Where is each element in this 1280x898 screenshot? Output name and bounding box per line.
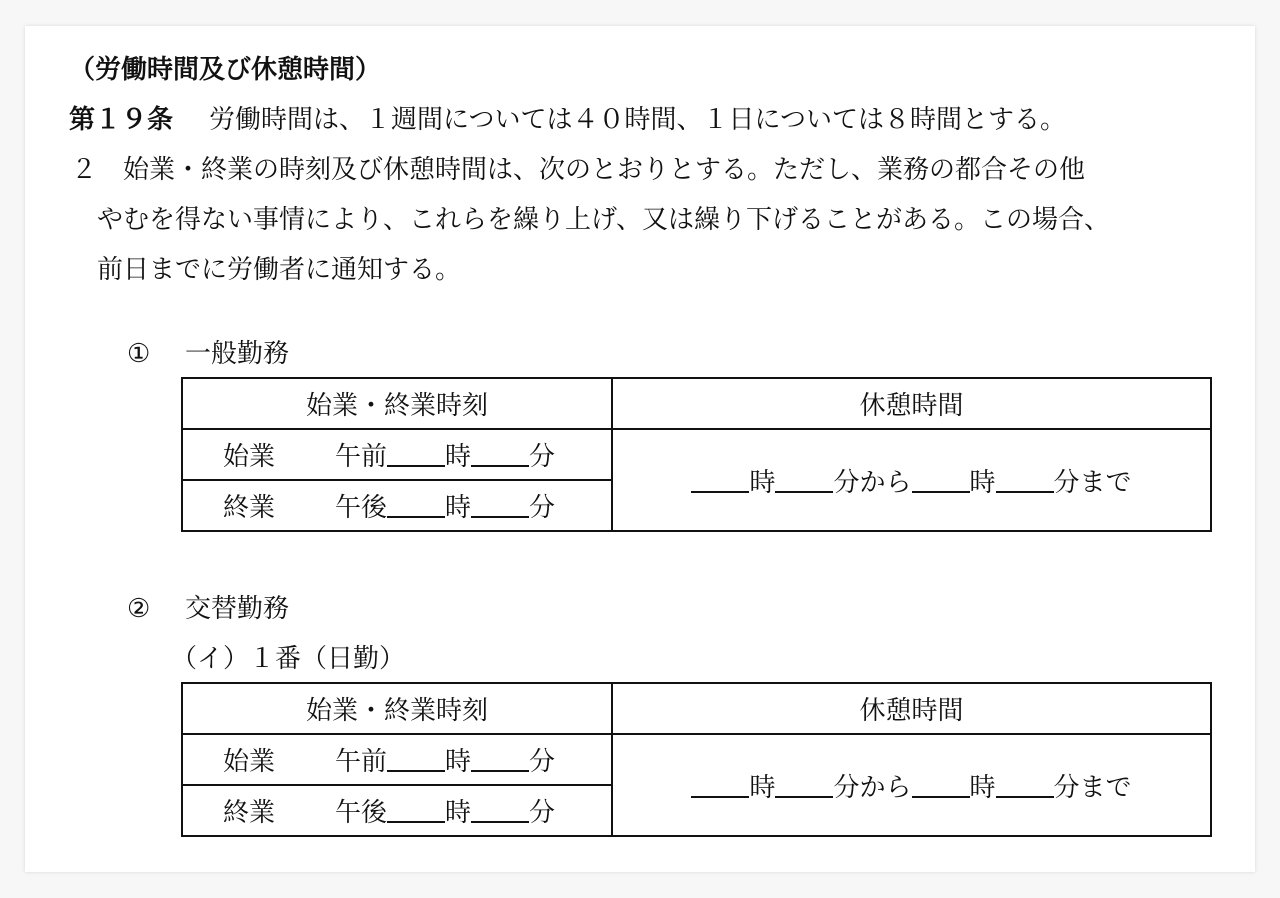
break-time-cell <box>612 429 1211 531</box>
break-to-minute-blank[interactable] <box>996 772 1054 798</box>
section-2-subheading: （イ）１番（日勤） <box>171 644 406 674</box>
until-label: 分まで <box>1053 467 1132 498</box>
minute-label: 分 <box>529 798 556 828</box>
minute-blank[interactable] <box>471 441 529 467</box>
am-label: 午前 <box>335 442 388 472</box>
am-label: 午前 <box>335 747 388 777</box>
paragraph-2-line-1 <box>71 153 1085 187</box>
start-label: 始業 <box>223 747 276 777</box>
from-label: 分から <box>833 772 912 803</box>
section-2-number: ② <box>127 594 151 624</box>
header-break: 休憩時間 <box>612 378 1211 429</box>
header-hours: 始業・終業時刻 <box>182 683 612 734</box>
minute-blank[interactable] <box>471 492 529 518</box>
article-heading: （労働時間及び休憩時間） <box>69 55 382 85</box>
start-time-cell <box>182 429 612 480</box>
section-2-title: 交替勤務 <box>185 594 290 624</box>
start-time-cell <box>182 734 612 785</box>
pm-label: 午後 <box>335 798 388 828</box>
section-1-title: 一般勤務 <box>185 339 290 369</box>
hour-blank[interactable] <box>387 746 445 772</box>
pm-label: 午後 <box>335 493 388 523</box>
document-page <box>25 26 1255 872</box>
break-from-minute-blank[interactable] <box>775 772 833 798</box>
break-to-hour-blank[interactable] <box>912 467 970 493</box>
hour-label: 時 <box>749 772 776 803</box>
start-label: 始業 <box>223 442 276 472</box>
break-time-cell <box>612 734 1211 836</box>
article-number: 第１９条 <box>69 105 174 135</box>
hour-label: 時 <box>749 467 776 498</box>
end-time-cell <box>182 480 612 531</box>
hour-label: 時 <box>969 772 996 803</box>
break-to-hour-blank[interactable] <box>912 772 970 798</box>
break-to-minute-blank[interactable] <box>996 467 1054 493</box>
header-hours: 始業・終業時刻 <box>182 378 612 429</box>
paragraph-2-line-2: やむを得ない事情により、これらを繰り上げ、又は繰り下げることがある。この場合、 <box>97 205 1110 235</box>
hour-label: 時 <box>445 798 472 828</box>
hour-blank[interactable] <box>387 441 445 467</box>
section-2-heading <box>127 592 289 626</box>
from-label: 分から <box>833 467 912 498</box>
break-from-hour-blank[interactable] <box>691 772 749 798</box>
break-from-hour-blank[interactable] <box>691 467 749 493</box>
paragraph-number: ２ <box>71 155 98 185</box>
schedule-table-general <box>181 377 1212 532</box>
hour-label: 時 <box>969 467 996 498</box>
until-label: 分まで <box>1053 772 1132 803</box>
header-break: 休憩時間 <box>612 683 1211 734</box>
minute-blank[interactable] <box>471 746 529 772</box>
paragraph-2-text-1: 始業・終業の時刻及び休憩時間は、次のとおりとする。ただし、業務の都合その他 <box>123 155 1086 185</box>
end-time-cell <box>182 785 612 836</box>
break-from-minute-blank[interactable] <box>775 467 833 493</box>
hour-label: 時 <box>445 493 472 523</box>
hour-label: 時 <box>445 442 472 472</box>
minute-label: 分 <box>529 747 556 777</box>
section-1-heading <box>127 337 289 371</box>
minute-blank[interactable] <box>471 797 529 823</box>
paragraph-2-line-3: 前日までに労働者に通知する。 <box>97 255 462 285</box>
hour-label: 時 <box>445 747 472 777</box>
section-1-number: ① <box>127 339 151 369</box>
end-label: 終業 <box>223 798 276 828</box>
article-main-line <box>69 103 1066 137</box>
minute-label: 分 <box>529 442 556 472</box>
hour-blank[interactable] <box>387 492 445 518</box>
schedule-table-shift-day <box>181 682 1212 837</box>
minute-label: 分 <box>529 493 556 523</box>
article-text: 労働時間は、１週間については４０時間、１日については８時間とする。 <box>209 105 1066 135</box>
hour-blank[interactable] <box>387 797 445 823</box>
end-label: 終業 <box>223 493 276 523</box>
